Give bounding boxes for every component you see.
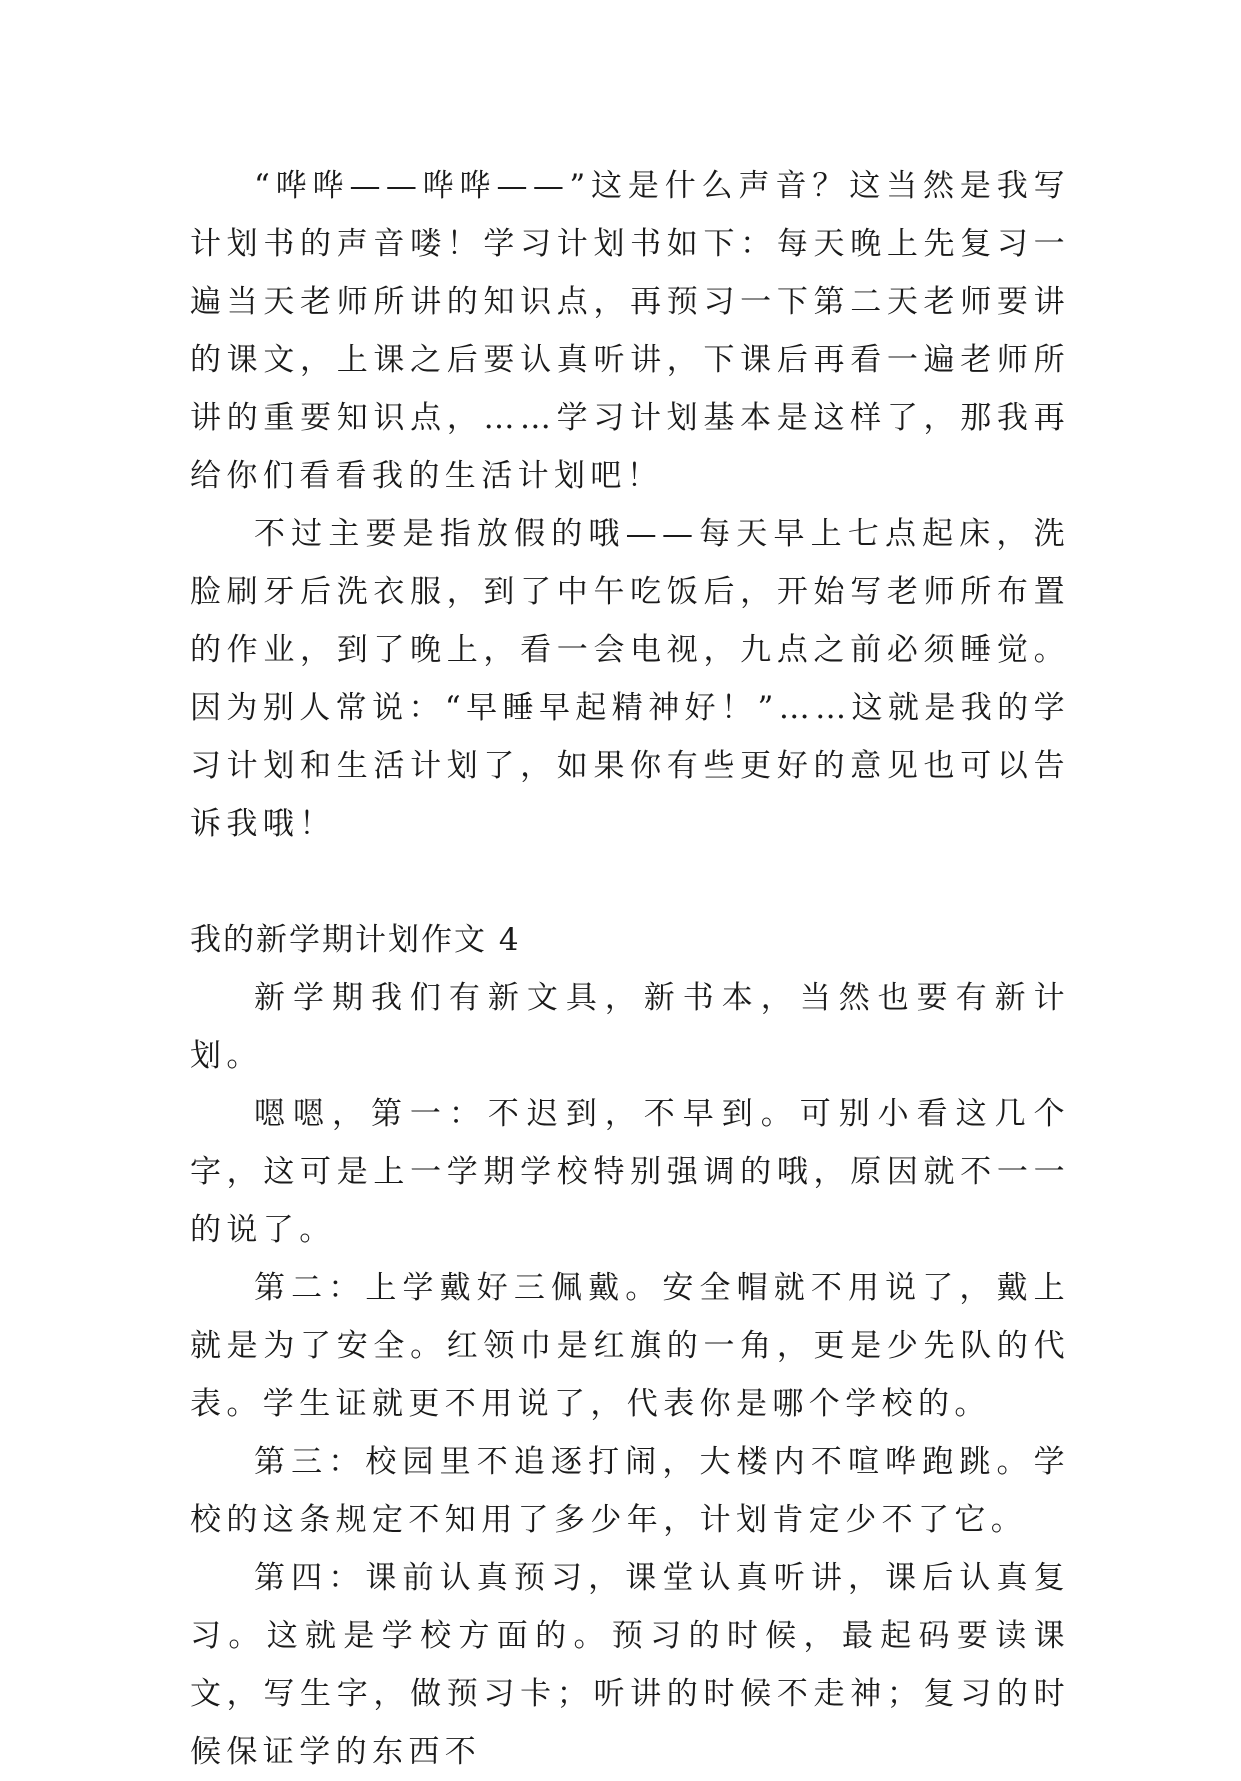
paragraph: 第四：课前认真预习，课堂认真听讲，课后认真复习。这就是学校方面的。预习的时候，最起码要读课文，写生字，做预习卡；听讲的时候不走神；复习的时候保证学的东西不 xyxy=(190,1560,1070,1770)
paragraph: 不过主要是指放假的哦——每天早上七点起床，洗脸刷牙后洗衣服，到了中午吃饭后，开始写老师所布置的作业，到了晚上，看一会电视，九点之前必须睡觉。因为别人常说：“早睡早起精神好！”……这就是我的学习计划和生活计划了，如果你有些更好的意见也可以告诉我哦！ xyxy=(190,516,1070,842)
paragraph: 第二：上学戴好三佩戴。安全帽就不用说了，戴上就是为了安全。红领巾是红旗的一角，更是少先队的代表。学生证就更不用说了，代表你是哪个学校的。 xyxy=(190,1270,1070,1422)
paragraph: “哗哗——哗哗——”这是什么声音？这当然是我写计划书的声音喽！学习计划书如下：每天晚上先复习一遍当天老师所讲的知识点，再预习一下第二天老师要讲的课文，上课之后要认真听讲，下课后再看一遍老师所讲的重要知识点，……学习计划基本是这样了，那我再给你们看看我的生活计划吧！ xyxy=(190,168,1070,494)
paragraph: 第三：校园里不追逐打闹，大楼内不喧哗跑跳。学校的这条规定不知用了多少年，计划肯定少不了它。 xyxy=(190,1444,1070,1538)
section-title: 我的新学期计划作文 4 xyxy=(190,922,521,958)
blank-line xyxy=(190,853,1070,911)
paragraph: 新学期我们有新文具，新书本，当然也要有新计划。 xyxy=(190,980,1070,1074)
paragraph: 嗯嗯，第一：不迟到，不早到。可别小看这几个字，这可是上一学期学校特别强调的哦，原因就不一一的说了。 xyxy=(190,1096,1070,1248)
document-body xyxy=(190,157,1070,1781)
